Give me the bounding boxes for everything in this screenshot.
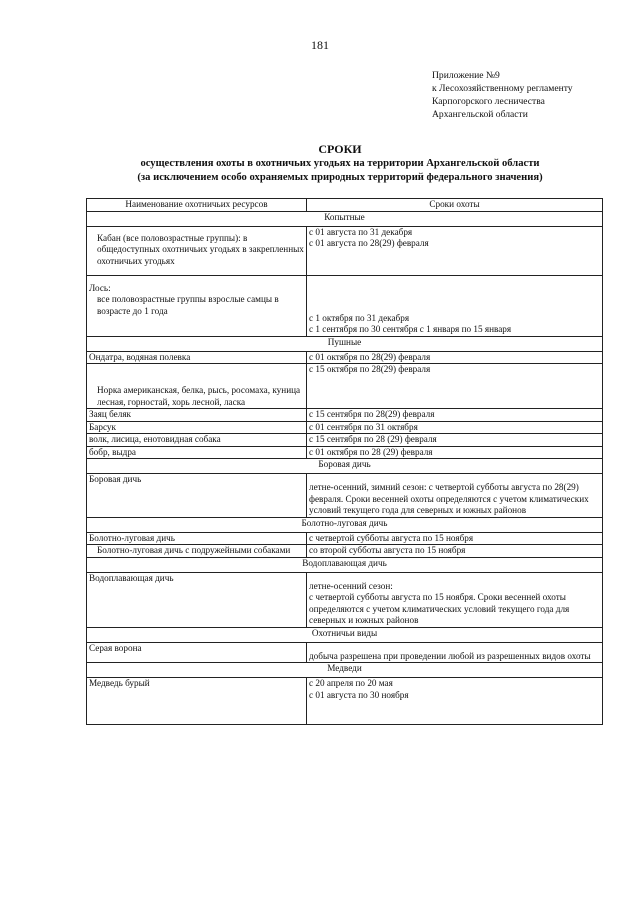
table-row (87, 434, 603, 447)
term-cell: с 01 октября по 28(29) февраля (307, 351, 603, 364)
column-header-resources: Наименование охотничьих ресурсов (87, 199, 307, 212)
term-cell: с 15 сентября по 28 (29) февраля (307, 434, 603, 447)
table-row (87, 226, 603, 275)
hunting-terms-table (86, 198, 603, 725)
table-row (87, 446, 603, 459)
section-row (87, 211, 603, 226)
term-cell: с 15 сентября по 28(29) февраля (307, 409, 603, 422)
term-cell: с четвертой субботы августа по 15 ноября (307, 532, 603, 545)
table-row (87, 409, 603, 422)
term-cell: с 01 сентября по 31 октября (307, 421, 603, 434)
resource-cell: Ондатра, водяная полевка (87, 351, 307, 364)
subtitle-line: осуществления охоты в охотничьих угодьях на территории Архангельской области (140, 158, 540, 169)
term-cell: с 1 октября по 31 декабря с 1 сентября по 30 сентября с 1 января по 15 января (307, 275, 603, 336)
term-cell: с 01 октября по 28 (29) февраля (307, 446, 603, 459)
table-row (87, 642, 603, 663)
term-cell: добыча разрешена при проведении любой из разрешенных видов охоты (307, 642, 603, 663)
page-number: 181 (311, 38, 329, 52)
table-header-row (87, 199, 603, 212)
document-title: СРОКИ (318, 142, 362, 156)
resource-cell: Боровая дичь (87, 474, 307, 518)
table-row (87, 364, 603, 409)
resource-cell: Барсук (87, 421, 307, 434)
section-row (87, 336, 603, 351)
term-cell: с 01 августа по 31 декабря с 01 августа по 28(29) февраля (307, 226, 603, 275)
resource-cell: Серая ворона (87, 642, 307, 663)
annex-line: Приложение №9 (432, 70, 500, 81)
section-row (87, 557, 603, 572)
table-row (87, 572, 603, 627)
section-title-ohotnichi: Охотничьи виды (87, 627, 603, 642)
table-row (87, 545, 603, 558)
section-title-pushnye: Пушные (87, 336, 603, 351)
annex-block (432, 69, 573, 121)
section-row (87, 663, 603, 678)
subtitle-line: (за исключением особо охраняемых природных территорий федерального значения) (137, 172, 543, 183)
table-row (87, 474, 603, 518)
column-header-terms: Сроки охоты (307, 199, 603, 212)
section-title-kopytnye: Копытные (87, 211, 603, 226)
term-cell: с 20 апреля по 20 мая с 01 августа по 30 ноября (307, 678, 603, 725)
resource-cell: Болотно-луговая дичь с подружейными собаками (87, 545, 307, 558)
resource-cell: Заяц беляк (87, 409, 307, 422)
term-cell: летне-осенний, зимний сезон: с четвертой субботы августа по 28(29) февраля. Сроки весенней охоты определяются с учетом климатических условий текущего года для северных и южных районов (307, 474, 603, 518)
annex-line: Архангельской области (432, 109, 528, 120)
section-row (87, 517, 603, 532)
table-row (87, 532, 603, 545)
section-title-borovaya: Боровая дичь (87, 459, 603, 474)
resource-cell: волк, лисица, енотовидная собака (87, 434, 307, 447)
term-cell: со второй субботы августа по 15 ноября (307, 545, 603, 558)
section-title-medvedi: Медведи (87, 663, 603, 678)
document-subtitle (0, 157, 640, 185)
resource-cell: Водоплавающая дичь (87, 572, 307, 627)
resource-cell: Медведь бурый (87, 678, 307, 725)
annex-line: Карпогорского лесничества (432, 96, 545, 107)
resource-cell: Болотно-луговая дичь (87, 532, 307, 545)
table-row (87, 275, 603, 336)
resource-cell: бобр, выдра (87, 446, 307, 459)
section-title-vodoplav: Водоплавающая дичь (87, 557, 603, 572)
resource-cell: Норка американская, белка, рысь, росомаха, куница лесная, горностай, хорь лесной, ласка (87, 364, 307, 409)
annex-line: к Лесохозяйственному регламенту (432, 83, 573, 94)
resource-cell: Лось: все половозрастные группы взрослые самцы в возрасте до 1 года (87, 275, 307, 336)
table-row (87, 678, 603, 725)
section-row (87, 459, 603, 474)
term-cell: летне-осенний сезон: с четвертой субботы августа по 15 ноября. Сроки весенней охоты определяются с учетом климатических условий текущего года для северных и южных районов (307, 572, 603, 627)
table-row (87, 351, 603, 364)
section-title-bolotno: Болотно-луговая дичь (87, 517, 603, 532)
table-row (87, 421, 603, 434)
resource-cell: Кабан (все половозрастные группы): в общедоступных охотничьих угодьях в закрепленных охотничьих угодьях (87, 226, 307, 275)
section-row (87, 627, 603, 642)
term-cell: с 15 октября по 28(29) февраля (307, 364, 603, 409)
